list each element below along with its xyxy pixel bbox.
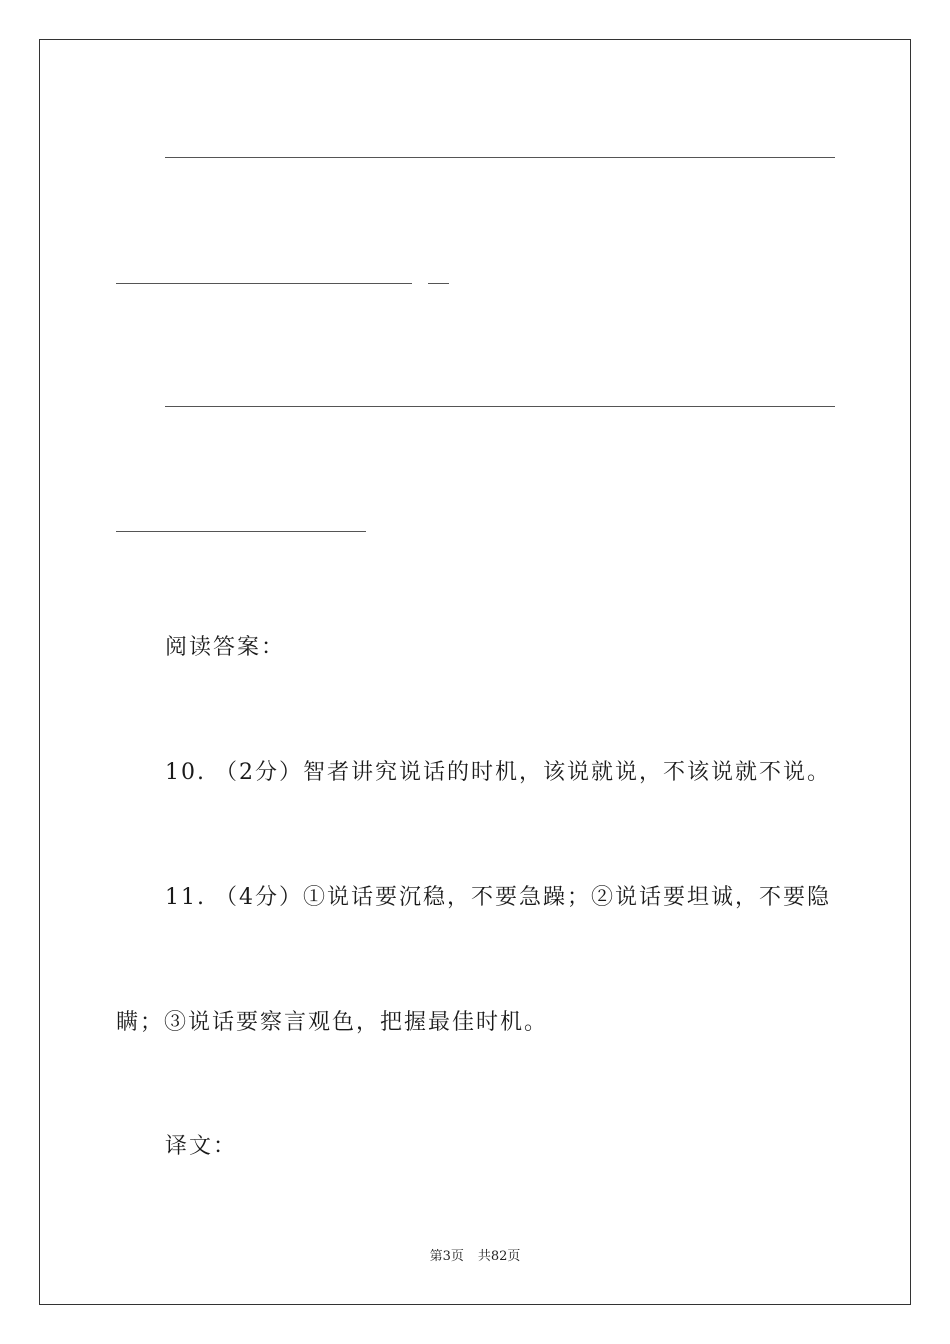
page-number-total: 共82页 bbox=[477, 1249, 521, 1264]
translation-heading: 译文： bbox=[165, 1134, 238, 1159]
answer-blank-line-1 bbox=[165, 157, 835, 158]
page-border bbox=[39, 39, 911, 1305]
page-number-current: 第3页 bbox=[429, 1249, 464, 1264]
answer-blank-line-2a bbox=[116, 283, 412, 284]
answers-heading: 阅读答案： bbox=[165, 635, 286, 660]
answer-11-line-2: 瞒；③说话要察言观色，把握最佳时机。 bbox=[116, 1010, 549, 1035]
page-footer bbox=[0, 1248, 950, 1266]
answer-10: 10. （2分）智者讲究说话的时机，该说就说，不该说就不说。 bbox=[165, 760, 831, 785]
answer-blank-line-4 bbox=[116, 531, 366, 532]
answer-blank-line-3 bbox=[165, 406, 835, 407]
answer-11-line-1: 11. （4分）①说话要沉稳，不要急躁；②说话要坦诚，不要隐 bbox=[165, 885, 831, 910]
answer-blank-line-2b bbox=[428, 283, 449, 284]
